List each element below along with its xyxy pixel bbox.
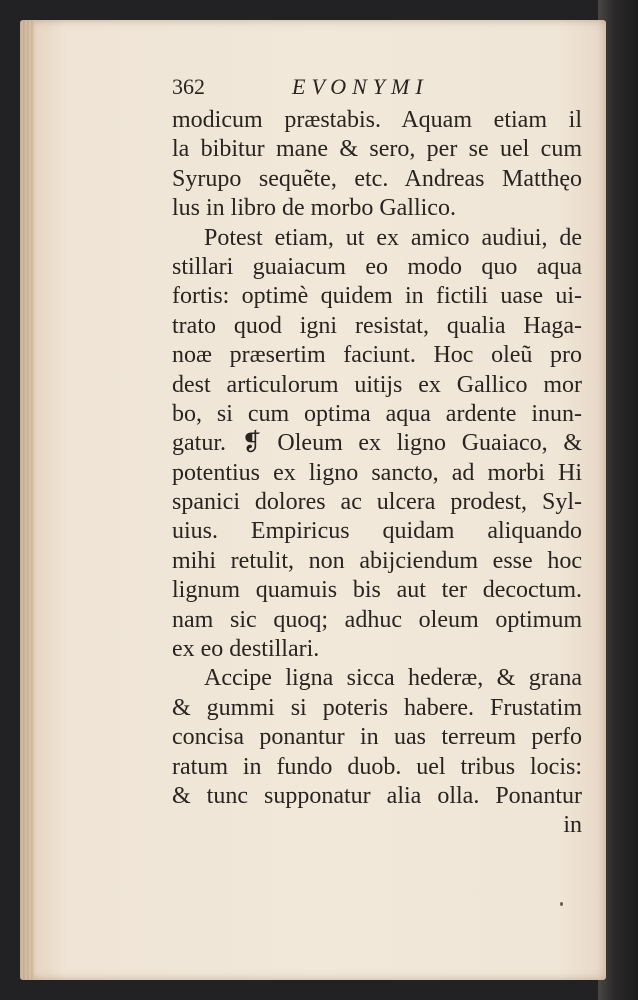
page-number: 362 <box>172 74 205 99</box>
text-line: potentius ex ligno sancto, ad morbi Hi <box>172 459 582 486</box>
running-head: EVONYMI <box>292 74 429 99</box>
text-line: bo, si cum optima aqua ardente inun- <box>172 400 582 427</box>
text-line: la bibitur mane & sero, per se uel cum <box>172 136 582 163</box>
text-line: mihi retulit, non abijciendum esse hoc <box>172 547 582 574</box>
catchword: in <box>563 812 582 839</box>
body-text <box>152 106 592 811</box>
text-line: ex eo destillari. <box>172 636 320 663</box>
text-line: noæ præsertim faciunt. Hoc oleũ pro <box>172 342 582 369</box>
page-header <box>152 72 592 106</box>
text-line: Accipe ligna sicca hederæ, & grana <box>204 665 582 692</box>
text-line: lignum quamuis bis aut ter decoctum. <box>172 577 582 604</box>
text-line: trato quod igni resistat, qualia Haga- <box>172 312 582 339</box>
text-line: spanici dolores ac ulcera prodest, Syl- <box>172 489 582 516</box>
text-line: & gummi si poteris habere. Frustatim <box>172 694 582 721</box>
text-line: modicum præstabis. Aquam etiam il <box>172 107 582 133</box>
text-line: Syrupo sequẽte, etc. Andreas Matthęo <box>172 165 582 192</box>
text-line: lus in libro de morbo Gallico. <box>172 195 456 222</box>
text-line: stillari guaiacum eo modo quo aqua <box>172 253 582 280</box>
text-line: dest articulorum uitijs ex Gallico mor <box>172 371 582 398</box>
text-line: & tunc supponatur alia olla. Ponantur <box>172 782 582 809</box>
text-line: uius. Empiricus quidam aliquando <box>172 518 582 545</box>
text-line: fortis: optimè quidem in fictili uase ui- <box>172 283 582 310</box>
text-line: concisa ponantur in uas terreum perfo <box>172 724 582 751</box>
text-block <box>152 72 592 841</box>
text-line: nam sic quoq; adhuc oleum optimum <box>172 606 582 633</box>
page-gutter <box>20 20 34 980</box>
text-line: ratum in fundo duob. uel tribus locis: <box>172 753 582 780</box>
text-line: Potest etiam, ut ex amico audiui, de <box>204 224 582 251</box>
paper-speck <box>560 902 563 906</box>
text-line: gatur. ❡ Oleum ex ligno Guaiaco, & <box>172 430 582 457</box>
